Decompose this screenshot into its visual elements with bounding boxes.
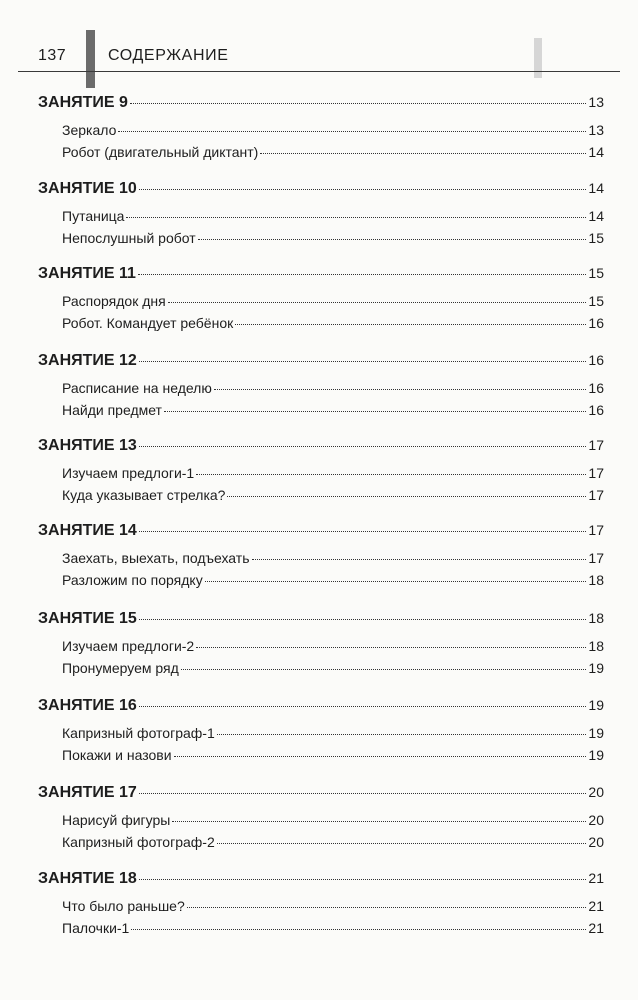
toc-entry-title: Покажи и назови bbox=[62, 747, 172, 763]
dot-leader bbox=[181, 668, 587, 670]
toc-entry-page-number: 17 bbox=[588, 550, 604, 566]
toc-entry[interactable] bbox=[62, 725, 604, 741]
toc-lesson-heading-page-number: 18 bbox=[588, 610, 604, 626]
header-divider-bar bbox=[86, 30, 95, 88]
dot-leader bbox=[139, 445, 587, 447]
dot-leader bbox=[227, 495, 586, 497]
toc-lesson-heading-title: ЗАНЯТИЕ 17 bbox=[38, 784, 137, 801]
toc-lesson-heading-title: ЗАНЯТИЕ 11 bbox=[38, 265, 136, 282]
toc-lesson-heading-title: ЗАНЯТИЕ 18 bbox=[38, 870, 137, 887]
toc-entry-page-number: 15 bbox=[588, 293, 604, 309]
toc-lesson-heading[interactable] bbox=[38, 697, 604, 715]
dot-leader bbox=[139, 878, 587, 880]
toc-entry-page-number: 16 bbox=[588, 380, 604, 396]
toc-lesson-heading[interactable] bbox=[38, 265, 604, 283]
toc-entry[interactable] bbox=[62, 572, 604, 588]
toc-lesson-heading-title: ЗАНЯТИЕ 9 bbox=[38, 94, 128, 111]
toc-lesson-heading[interactable] bbox=[38, 870, 604, 888]
toc-entry-title: Что было раньше? bbox=[62, 898, 185, 914]
toc-lesson-heading[interactable] bbox=[38, 610, 604, 628]
toc-entry-title: Изучаем предлоги-1 bbox=[62, 465, 195, 481]
dot-leader bbox=[139, 188, 587, 190]
toc-lesson-heading-title: ЗАНЯТИЕ 15 bbox=[38, 610, 137, 627]
toc-lesson-heading[interactable] bbox=[38, 784, 604, 802]
dot-leader bbox=[174, 755, 587, 757]
toc-entry-title: Распорядок дня bbox=[62, 293, 166, 309]
toc-entry-title: Разложим по порядку bbox=[62, 572, 203, 588]
page-number: 137 bbox=[38, 47, 67, 64]
toc-entry[interactable] bbox=[62, 638, 604, 654]
toc-lesson-heading-title: ЗАНЯТИЕ 10 bbox=[38, 180, 137, 197]
toc-entry[interactable] bbox=[62, 293, 604, 309]
toc-entry[interactable] bbox=[62, 402, 604, 418]
dot-leader bbox=[139, 530, 587, 532]
toc-entry-page-number: 20 bbox=[588, 834, 604, 850]
dot-leader bbox=[139, 705, 587, 707]
toc-entry-title: Палочки-1 bbox=[62, 920, 130, 936]
toc-entry-page-number: 20 bbox=[588, 812, 604, 828]
toc-lesson-heading[interactable] bbox=[38, 352, 604, 370]
toc-entry-title: Зеркало bbox=[62, 122, 117, 138]
header-rule bbox=[18, 71, 620, 72]
toc-entry-page-number: 14 bbox=[588, 144, 604, 160]
toc-entry-page-number: 15 bbox=[588, 230, 604, 246]
dot-leader bbox=[214, 388, 587, 390]
dot-leader bbox=[138, 273, 586, 275]
toc-entry-title: Капризный фотограф-1 bbox=[62, 725, 215, 741]
dot-leader bbox=[118, 130, 586, 132]
toc-entry-title: Расписание на неделю bbox=[62, 380, 212, 396]
dot-leader bbox=[139, 618, 587, 620]
toc-entry-title: Пронумеруем ряд bbox=[62, 660, 179, 676]
toc-entry-page-number: 17 bbox=[588, 487, 604, 503]
toc-entry-title: Найди предмет bbox=[62, 402, 162, 418]
toc-lesson-heading-page-number: 14 bbox=[588, 180, 604, 196]
toc-lesson-heading-page-number: 19 bbox=[588, 697, 604, 713]
toc-lesson-heading-title: ЗАНЯТИЕ 12 bbox=[38, 352, 137, 369]
toc-entry[interactable] bbox=[62, 208, 604, 224]
toc-lesson-heading-page-number: 16 bbox=[588, 352, 604, 368]
toc-entry-page-number: 13 bbox=[588, 122, 604, 138]
toc-entry-page-number: 18 bbox=[588, 572, 604, 588]
toc-entry[interactable] bbox=[62, 834, 604, 850]
toc-entry[interactable] bbox=[62, 812, 604, 828]
dot-leader bbox=[198, 238, 587, 240]
dot-leader bbox=[139, 792, 587, 794]
toc-entry-title: Заехать, выехать, подъехать bbox=[62, 550, 250, 566]
dot-leader bbox=[235, 323, 586, 325]
dot-leader bbox=[164, 410, 586, 412]
toc-entry[interactable] bbox=[62, 465, 604, 481]
toc-lesson-heading-title: ЗАНЯТИЕ 16 bbox=[38, 697, 137, 714]
dot-leader bbox=[205, 580, 587, 582]
toc-entry[interactable] bbox=[62, 380, 604, 396]
toc-entry-page-number: 19 bbox=[588, 660, 604, 676]
dot-leader bbox=[139, 360, 587, 362]
dot-leader bbox=[260, 152, 586, 154]
toc-entry[interactable] bbox=[62, 144, 604, 160]
dot-leader bbox=[217, 842, 587, 844]
dot-leader bbox=[126, 216, 586, 218]
toc-entry[interactable] bbox=[62, 315, 604, 331]
toc-entry-page-number: 16 bbox=[588, 315, 604, 331]
toc-lesson-heading-title: ЗАНЯТИЕ 14 bbox=[38, 522, 137, 539]
toc-entry-title: Куда указывает стрелка? bbox=[62, 487, 226, 503]
dot-leader bbox=[217, 733, 587, 735]
toc-entry[interactable] bbox=[62, 122, 604, 138]
toc-entry[interactable] bbox=[62, 920, 604, 936]
toc-lesson-heading-page-number: 13 bbox=[588, 94, 604, 110]
page-header bbox=[0, 0, 638, 80]
toc-lesson-heading[interactable] bbox=[38, 94, 604, 112]
toc-entry-page-number: 16 bbox=[588, 402, 604, 418]
toc-entry-page-number: 18 bbox=[588, 638, 604, 654]
toc-entry-title: Робот (двигательный диктант) bbox=[62, 144, 259, 160]
dot-leader bbox=[131, 928, 586, 930]
toc-entry-page-number: 19 bbox=[588, 725, 604, 741]
toc-entry-title: Робот. Командует ребёнок bbox=[62, 315, 234, 331]
toc-entry[interactable] bbox=[62, 747, 604, 763]
dot-leader bbox=[196, 646, 586, 648]
toc-lesson-heading-page-number: 17 bbox=[588, 437, 604, 453]
toc-lesson-heading-page-number: 21 bbox=[588, 870, 604, 886]
dot-leader bbox=[252, 558, 587, 560]
toc-entry-title: Изучаем предлоги-2 bbox=[62, 638, 195, 654]
toc-entry-page-number: 17 bbox=[588, 465, 604, 481]
toc-entry[interactable] bbox=[62, 550, 604, 566]
toc-entry-page-number: 21 bbox=[588, 920, 604, 936]
toc-lesson-heading[interactable] bbox=[38, 437, 604, 455]
toc-entry[interactable] bbox=[62, 230, 604, 246]
toc-lesson-heading-page-number: 17 bbox=[588, 522, 604, 538]
dot-leader bbox=[172, 820, 586, 822]
toc-entry[interactable] bbox=[62, 898, 604, 914]
toc-entry-title: Путаница bbox=[62, 208, 125, 224]
dot-leader bbox=[130, 102, 587, 104]
toc-lesson-heading-page-number: 20 bbox=[588, 784, 604, 800]
dot-leader bbox=[187, 906, 587, 908]
bleed-through-mark bbox=[534, 38, 542, 78]
toc-entry-page-number: 14 bbox=[588, 208, 604, 224]
section-title: СОДЕРЖАНИЕ bbox=[108, 47, 229, 64]
dot-leader bbox=[168, 301, 587, 303]
toc-lesson-heading-title: ЗАНЯТИЕ 13 bbox=[38, 437, 137, 454]
toc-entry-title: Непослушный робот bbox=[62, 230, 196, 246]
toc-entry[interactable] bbox=[62, 487, 604, 503]
dot-leader bbox=[196, 473, 586, 475]
toc-entry-title: Нарисуй фигуры bbox=[62, 812, 171, 828]
toc-lesson-heading[interactable] bbox=[38, 522, 604, 540]
toc-entry-title: Капризный фотограф-2 bbox=[62, 834, 215, 850]
toc-lesson-heading[interactable] bbox=[38, 180, 604, 198]
toc-entry[interactable] bbox=[62, 660, 604, 676]
toc-entry-page-number: 19 bbox=[588, 747, 604, 763]
toc-entry-page-number: 21 bbox=[588, 898, 604, 914]
toc-lesson-heading-page-number: 15 bbox=[588, 265, 604, 281]
